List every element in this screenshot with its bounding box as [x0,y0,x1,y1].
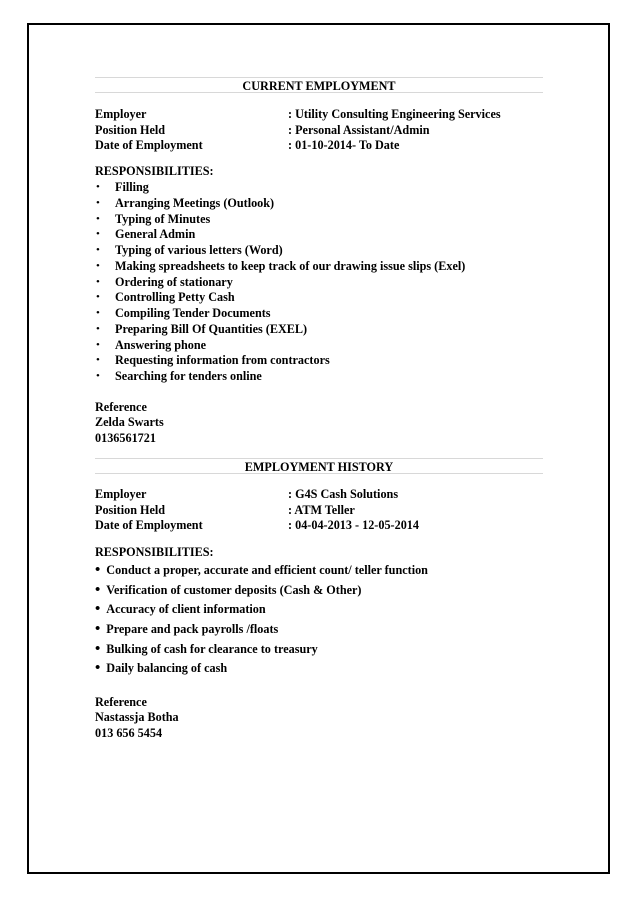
list-item: • Requesting information from contractors [96,353,330,368]
list-item: • Prepare and pack payrolls /floats [95,621,279,638]
bullet-icon: • [96,212,100,225]
list-item: • Conduct a proper, accurate and efficient count/ teller function [95,562,428,578]
bullet-icon: • [95,562,101,578]
current-employment-heading [95,77,543,93]
bullet-icon: • [96,196,100,209]
history-date-value: : 04-04-2013 - 12-05-2014 [288,518,419,533]
current-responsibilities-label: RESPONSIBILITIES: [95,164,214,178]
bullet-icon: • [96,244,100,256]
history-reference-label: Reference [95,695,147,709]
history-employer-value: : G4S Cash Solutions [288,487,399,501]
current-employer-label: Employer [95,107,147,121]
current-reference-label: Reference [95,400,147,414]
bullet-icon: • [95,581,101,598]
list-item: • Preparing Bill Of Quantities (EXEL) [96,321,308,336]
current-responsibilities [95,163,545,385]
list-item: • Verification of customer deposits (Cash & Other) [95,581,362,598]
list-item: • Typing of Minutes [96,211,211,226]
history-responsibilities-label: RESPONSIBILITIES: [95,545,214,559]
bullet-icon: • [96,322,100,335]
employment-history-heading-text: EMPLOYMENT HISTORY [244,460,394,474]
list-item: • Making spreadsheets to keep track of our drawing issue slips (Exel) [96,258,466,273]
current-responsibilities-list [95,180,545,385]
list-item: • Ordering of stationary [96,274,233,289]
current-employer-value: : Utility Consulting Engineering Services [288,107,501,121]
history-date-row [95,518,545,534]
bullet-icon: • [95,660,101,677]
bullet-icon: • [96,259,100,272]
bullet-icon: • [95,640,101,657]
list-item: • Controlling Petty Cash [96,290,235,305]
current-position-label: Position Held [95,122,166,137]
history-reference-name: Nastassja Botha [95,710,179,725]
bullet-icon: • [96,275,100,288]
bullet-icon: • [96,338,100,351]
bullet-icon: • [96,370,100,382]
employment-history-heading [95,458,543,474]
bullet-icon: • [96,307,100,319]
current-employment-details [95,107,545,154]
bullet-icon: • [96,354,100,367]
current-employment-heading-text: CURRENT EMPLOYMENT [242,79,396,93]
bullet-icon: • [96,228,100,241]
current-position-value: : Personal Assistant/Admin [288,122,430,137]
list-item: • Accuracy of client information [95,601,266,618]
history-reference [95,695,545,741]
history-employer-row [95,487,545,503]
current-reference [95,400,545,446]
current-employer-row [95,107,545,123]
list-item: • Filling [96,180,149,194]
current-reference-phone: 0136561721 [95,430,156,445]
bullet-icon: • [95,621,101,638]
history-responsibilities-list [95,561,545,679]
list-item: • Daily balancing of cash [95,660,228,677]
bullet-icon: • [96,181,100,193]
list-item: • Compiling Tender Documents [96,306,271,320]
current-position-row [95,123,545,139]
history-responsibilities [95,544,545,679]
current-reference-name: Zelda Swarts [95,415,164,430]
history-position-label: Position Held [95,502,166,517]
history-employer-label: Employer [95,487,147,501]
current-date-row [95,138,545,154]
current-date-label: Date of Employment [95,138,203,153]
list-item: • Bulking of cash for clearance to treasury [95,640,318,657]
list-item: • Typing of various letters (Word) [96,243,283,257]
list-item: • Arranging Meetings (Outlook) [96,195,275,210]
bullet-icon: • [95,601,101,618]
history-reference-phone: 013 656 5454 [95,725,163,740]
bullet-icon: • [96,291,100,304]
list-item: • Searching for tenders online [96,369,262,383]
history-date-label: Date of Employment [95,518,203,533]
current-date-value: : 01-10-2014- To Date [288,138,400,153]
history-position-row [95,503,545,519]
list-item: • General Admin [96,227,196,242]
list-item: • Answering phone [96,337,207,352]
history-position-value: : ATM Teller [288,502,355,517]
history-employment-details [95,487,545,534]
